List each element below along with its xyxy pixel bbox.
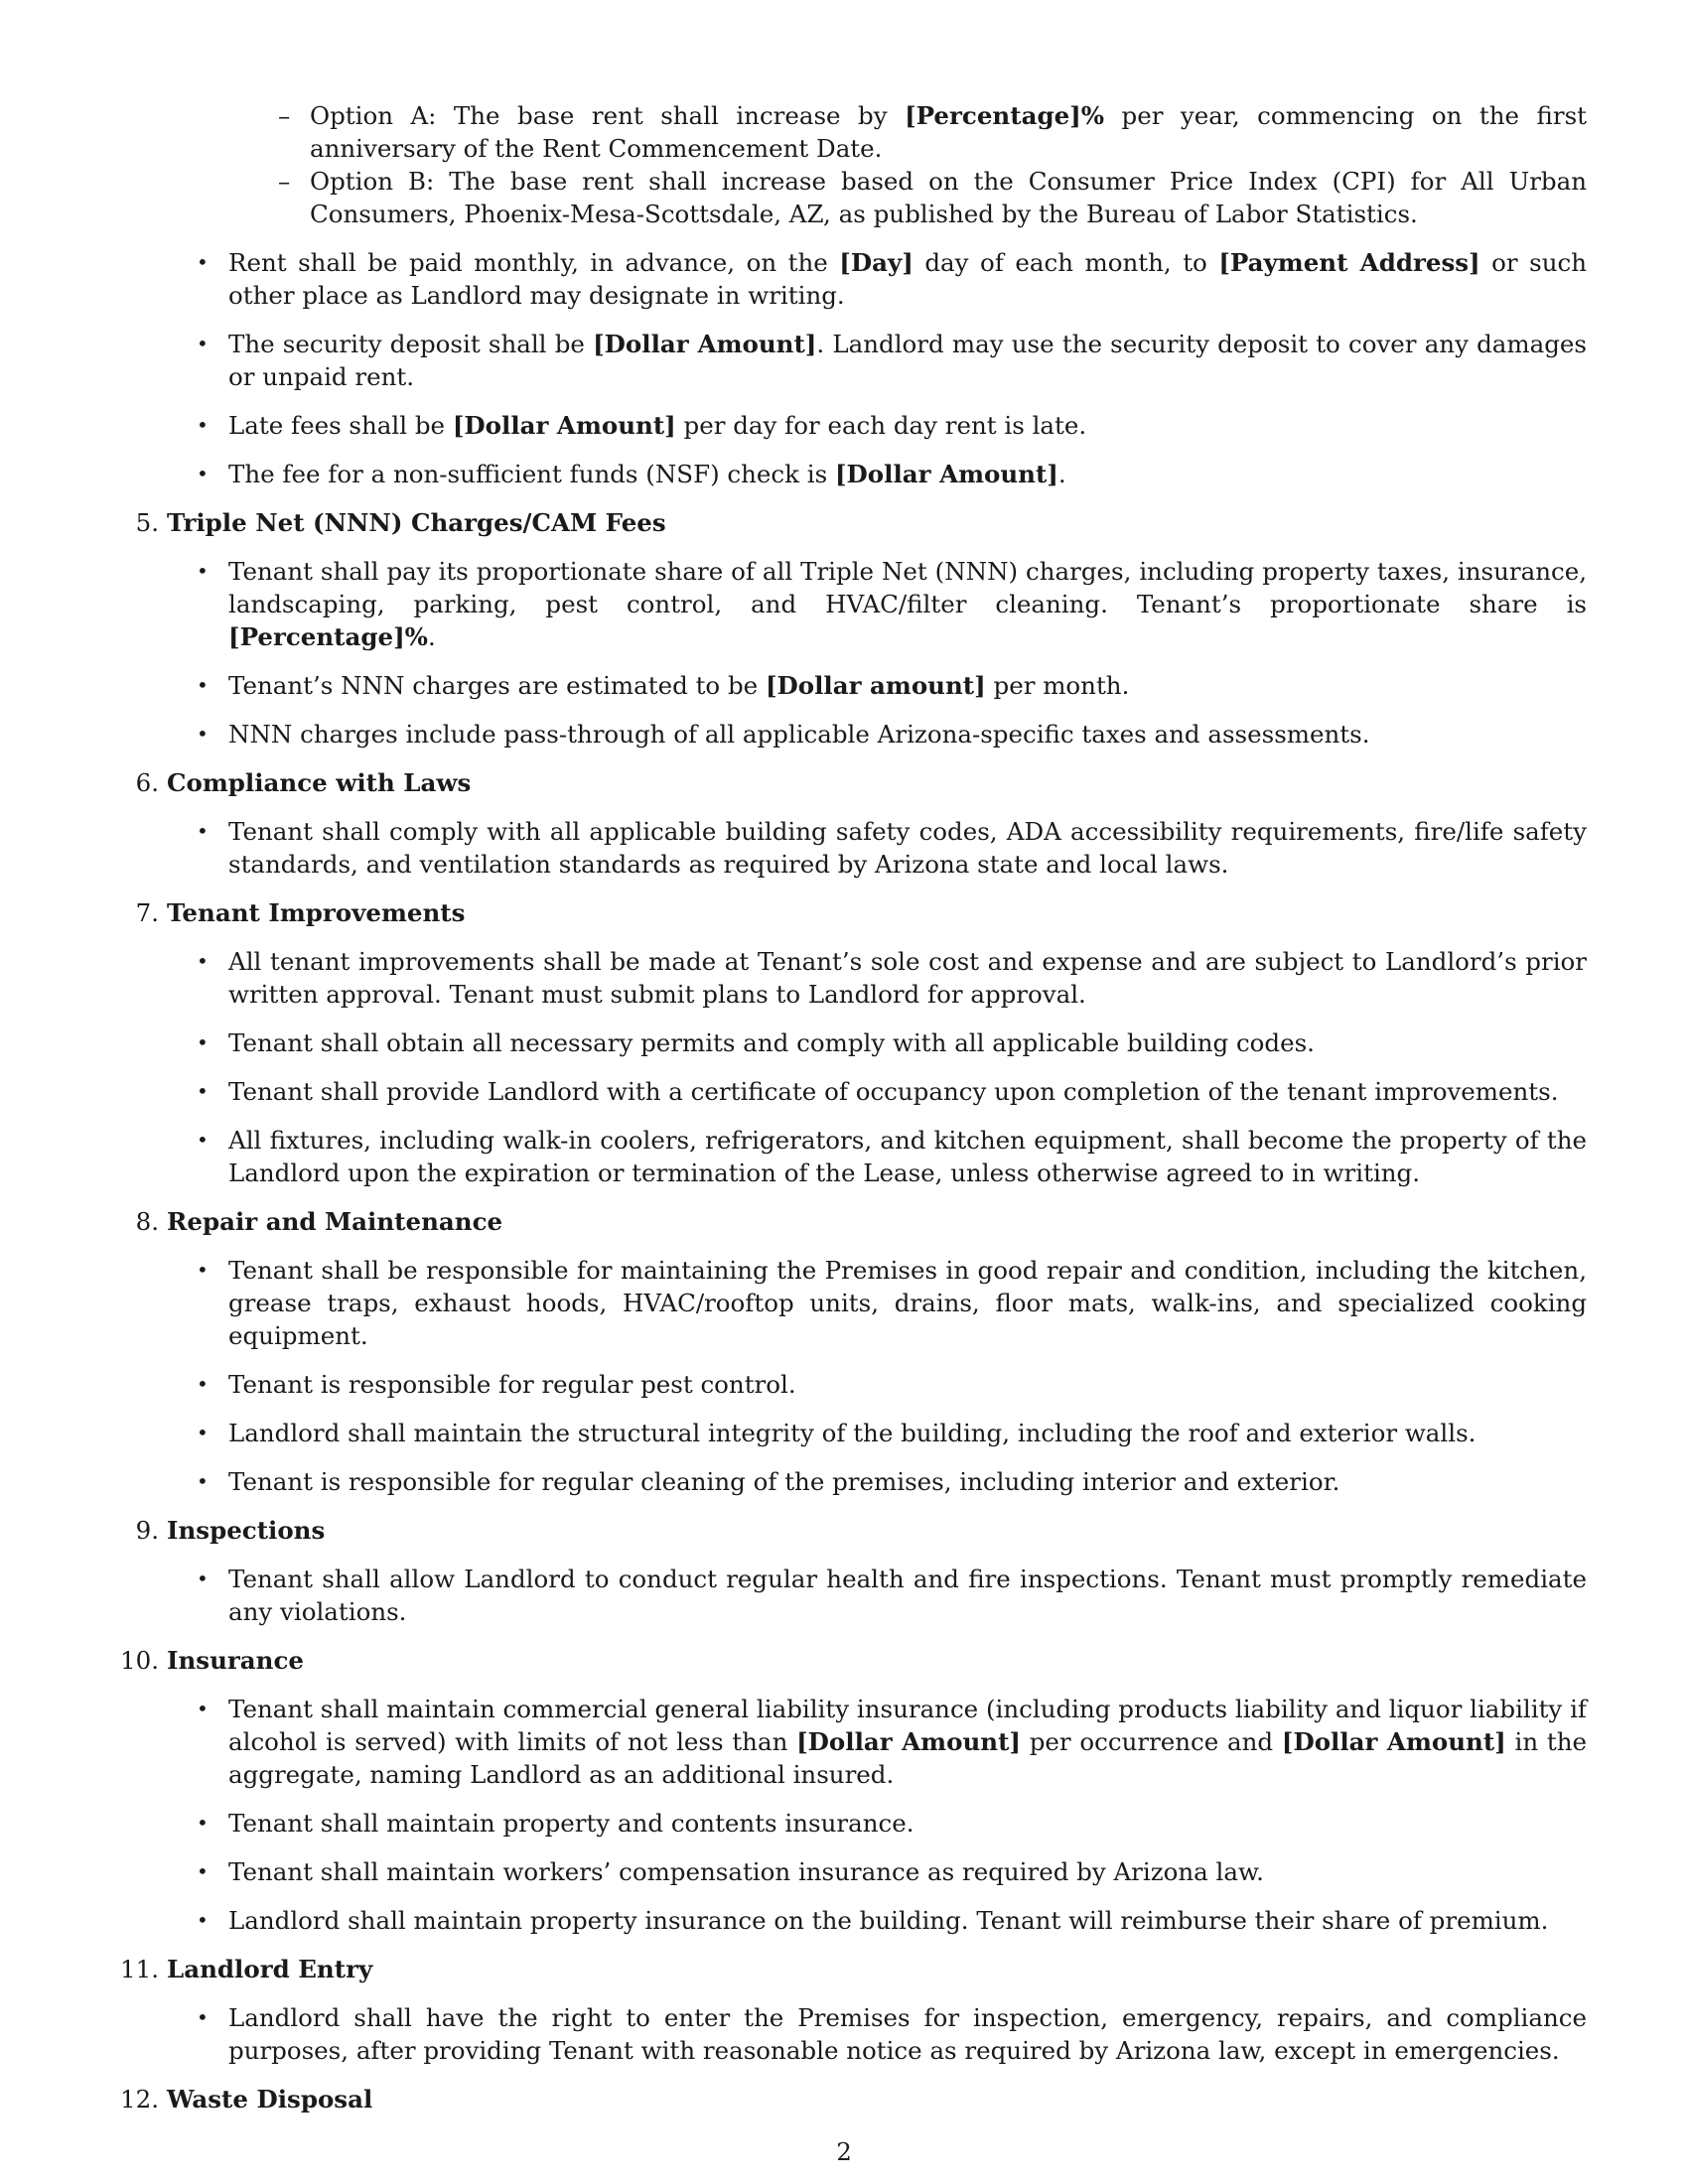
rent-term-item: • The security deposit shall be [Dollar Amount]. Landlord may use the security deposit to cover any damages or unpaid rent. [197, 330, 1587, 391]
section-heading [120, 1644, 1587, 1677]
section-number: 7. [135, 898, 159, 927]
section-heading [135, 506, 1587, 539]
page-number: 2 [836, 2137, 852, 2166]
rent-term-item: • Late fees shall be [Dollar Amount] per day for each day rent is late. [197, 411, 1087, 440]
section-bullets [167, 555, 1587, 751]
rent-option-a: – Option A: The base rent shall increase by [Percentage]% per year, commencing on the first anniversary of the Rent Commencement Date. [278, 101, 1587, 163]
section-title: Compliance with Laws [167, 768, 472, 797]
bullet-marker: • [197, 1079, 209, 1103]
rent-terms-list [167, 246, 1587, 490]
section-bullets [167, 2001, 1587, 2067]
section-heading [135, 1514, 1587, 1547]
section-bullet-item: • Tenant’s NNN charges are estimated to be [Dollar amount] per month. [197, 671, 1130, 700]
section-number: 11. [120, 1955, 159, 1983]
section-heading [135, 896, 1587, 929]
section-bullet-item: • Tenant is responsible for regular pest control. [197, 1370, 796, 1399]
section-bullet-item: • Tenant shall allow Landlord to conduct regular health and fire inspections. Tenant must promptly remediate any violations. [197, 1565, 1587, 1626]
bullet-marker: • [197, 1372, 209, 1396]
section [120, 1953, 1587, 2067]
section-bullets [167, 815, 1587, 881]
section-title: Landlord Entry [167, 1955, 373, 1983]
section-bullet-item: • All fixtures, including walk-in coolers, refrigerators, and kitchen equipment, shall become the property of the Landlord upon the expiration or termination of the Lease, unless otherwise agreed to in writing. [197, 1126, 1587, 1187]
section-bullet-item: • Tenant shall maintain workers’ compensation insurance as required by Arizona law. [197, 1857, 1264, 1886]
section-bullet-item: • Landlord shall maintain the structural integrity of the building, including the roof and exterior walls. [197, 1419, 1477, 1447]
section-bullet-item: • Tenant shall provide Landlord with a certificate of occupancy upon completion of the tenant improvements. [197, 1077, 1559, 1106]
section-bullets [167, 1563, 1587, 1628]
section-title: Inspections [167, 1516, 326, 1545]
section [135, 506, 1587, 751]
section-number: 9. [135, 1516, 159, 1545]
bullet-marker: • [197, 1128, 209, 1152]
section-bullet-item: • Tenant shall maintain property and contents insurance. [197, 1809, 914, 1838]
bullet-marker: • [197, 1697, 209, 1720]
bullet-marker: • [197, 559, 209, 583]
rent-term-item: • The fee for a non-sufficient funds (NSF) check is [Dollar Amount]. [197, 460, 1066, 488]
section-bullet-item: • Tenant shall obtain all necessary permits and comply with all applicable building codes. [197, 1028, 1315, 1057]
bullet-marker: • [197, 949, 209, 973]
bullet-marker: • [197, 1030, 209, 1054]
section-heading [120, 1953, 1587, 1985]
section-number: 5. [135, 508, 159, 537]
section-bullets [167, 945, 1587, 1189]
bullet-marker: • [197, 819, 209, 843]
section-title: Tenant Improvements [167, 898, 466, 927]
section-number: 10. [120, 1646, 159, 1675]
section-bullets [167, 1693, 1587, 1937]
bullet-marker: • [197, 1258, 209, 1282]
bullet-marker: • [197, 2005, 209, 2029]
section-number: 6. [135, 768, 159, 797]
section [120, 2083, 1587, 2116]
bullet-marker: • [197, 1469, 209, 1493]
section-bullet-item: • Landlord shall have the right to enter the Premises for inspection, emergency, repairs, and compliance purposes, after providing Tenant with reasonable notice as required by Arizona law, except in emergencies. [197, 2003, 1587, 2065]
section [135, 766, 1587, 881]
bullet-marker: • [197, 673, 209, 697]
section-bullet-item: • Landlord shall maintain property insurance on the building. Tenant will reimburse their share of premium. [197, 1906, 1549, 1935]
section-title: Insurance [167, 1646, 304, 1675]
section-title: Repair and Maintenance [167, 1207, 503, 1236]
lease-sections [120, 506, 1587, 2116]
section-bullet-item: • Tenant is responsible for regular cleaning of the premises, including interior and exterior. [197, 1467, 1340, 1496]
bullet-marker: • [197, 1908, 209, 1932]
bullet-marker: • [197, 1567, 209, 1590]
section [135, 1205, 1587, 1498]
bullet-marker: • [197, 1421, 209, 1444]
rent-term-item: • Rent shall be paid monthly, in advance, on the [Day] day of each month, to [Payment Address] or such other place as Landlord may designate in writing. [197, 248, 1588, 310]
section-heading [135, 1205, 1587, 1238]
section-number: 8. [135, 1207, 159, 1236]
rent-option-b: – Option B: The base rent shall increase based on the Consumer Price Index (CPI) for All Urban Consumers, Phoenix-Mesa-Scottsdale, AZ, as published by the Bureau of Labor Statistics. [278, 167, 1587, 228]
document-body [120, 99, 1588, 2131]
section-title: Triple Net (NNN) Charges/CAM Fees [167, 508, 666, 537]
bullet-marker: • [197, 332, 209, 355]
section [135, 896, 1587, 1189]
bullet-marker: • [197, 1811, 209, 1835]
section-bullet-item: • Tenant shall be responsible for maintaining the Premises in good repair and condition, including the kitchen, grease traps, exhaust hoods, HVAC/rooftop units, drains, floor mats, walk-ins, and specialized cooking equipment. [197, 1256, 1587, 1350]
bullet-marker: • [197, 462, 209, 485]
section-bullet-item: • Tenant shall comply with all applicable building safety codes, ADA accessibility requirements, fire/life safety standards, and ventilation standards as required by Arizona state and local laws. [197, 817, 1587, 879]
section [120, 1644, 1587, 1937]
section-title: Waste Disposal [167, 2085, 373, 2114]
section-bullet-item: • All tenant improvements shall be made at Tenant’s sole cost and expense and are subject to Landlord’s prior written approval. Tenant must submit plans to Landlord for approval. [197, 947, 1587, 1009]
bullet-marker: • [197, 413, 209, 437]
bullet-marker: • [197, 1859, 209, 1883]
rent-increase-options [278, 99, 1587, 230]
section-bullets [167, 1254, 1587, 1498]
section-bullet-item: • Tenant shall pay its proportionate share of all Triple Net (NNN) charges, including property taxes, insurance, landscaping, parking, pest control, and HVAC/filter cleaning. Tenant’s proportionate share is [Percentage]%. [197, 557, 1587, 651]
bullet-marker: • [197, 722, 209, 746]
section-bullet-item: • Tenant shall maintain commercial general liability insurance (including products liability and liquor liability if alcohol is served) with limits of not less than [Dollar Amount] per occurrence and [Dollar Amount] in the aggregate, naming Landlord as an additional insured. [197, 1695, 1587, 1789]
section-heading [120, 2083, 1587, 2116]
section-bullet-item: • NNN charges include pass-through of all applicable Arizona-specific taxes and assessments. [197, 720, 1370, 749]
section [135, 1514, 1587, 1628]
bullet-marker: • [197, 250, 209, 274]
section-heading [135, 766, 1587, 799]
section-number: 12. [120, 2085, 159, 2114]
